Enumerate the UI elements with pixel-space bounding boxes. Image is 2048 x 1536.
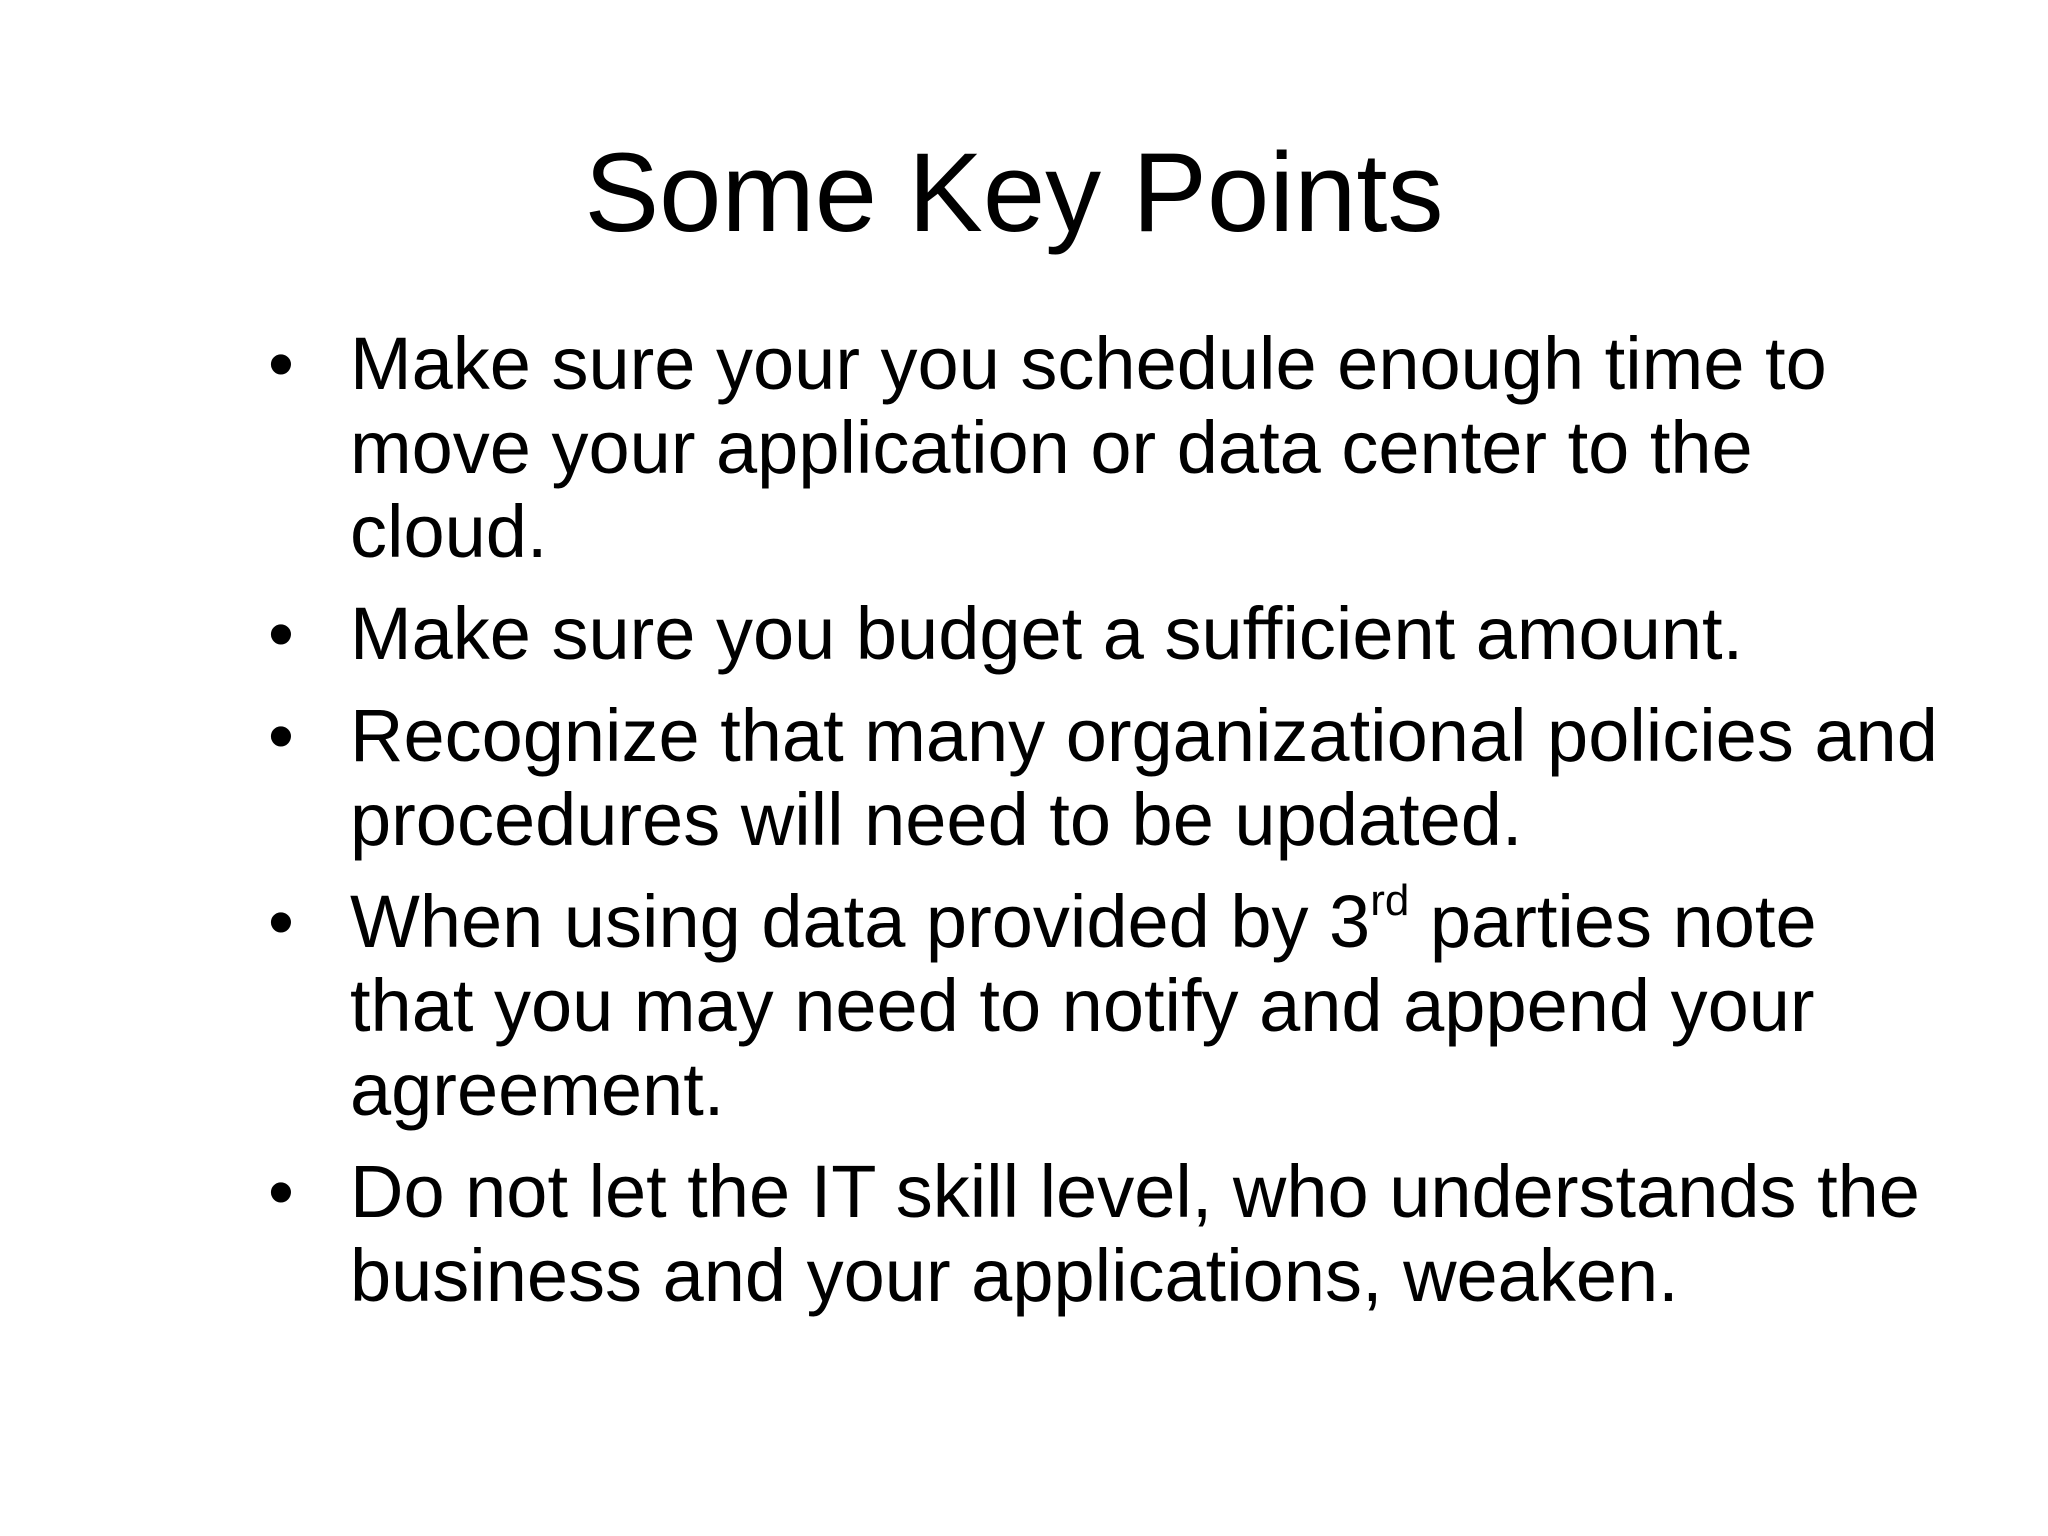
bullet-item-5 xyxy=(268,1150,1958,1318)
bullet-text: Make sure your you schedule enough time to move your application or data center to the cloud. xyxy=(350,322,1827,573)
bullet-text: Make sure you budget a sufficient amount. xyxy=(350,592,1744,675)
bullet-text-pre: When using data provided by 3 xyxy=(350,880,1371,963)
bullet-item-4 xyxy=(268,876,1958,1132)
ordinal-superscript: rd xyxy=(1370,876,1410,926)
bullet-dot-icon: • xyxy=(268,1150,294,1233)
bullet-list xyxy=(268,322,1958,1336)
bullet-text: Recognize that many organizational policies and procedures will need to be updated. xyxy=(350,694,1938,861)
bullet-item-3 xyxy=(268,694,1958,862)
bullet-item-2 xyxy=(268,592,1958,676)
bullet-dot-icon: • xyxy=(268,322,294,405)
slide-title: Some Key Points xyxy=(584,130,1444,255)
bullet-dot-icon: • xyxy=(268,694,294,777)
bullet-dot-icon: • xyxy=(268,592,294,675)
bullet-item-1 xyxy=(268,322,1958,574)
bullet-dot-icon: • xyxy=(268,880,294,963)
bullet-text: Do not let the IT skill level, who understands the business and your applications, weaken. xyxy=(350,1150,1920,1317)
bullet-text-post: parties note that you may need to notify and append your agreement. xyxy=(350,880,1817,1131)
